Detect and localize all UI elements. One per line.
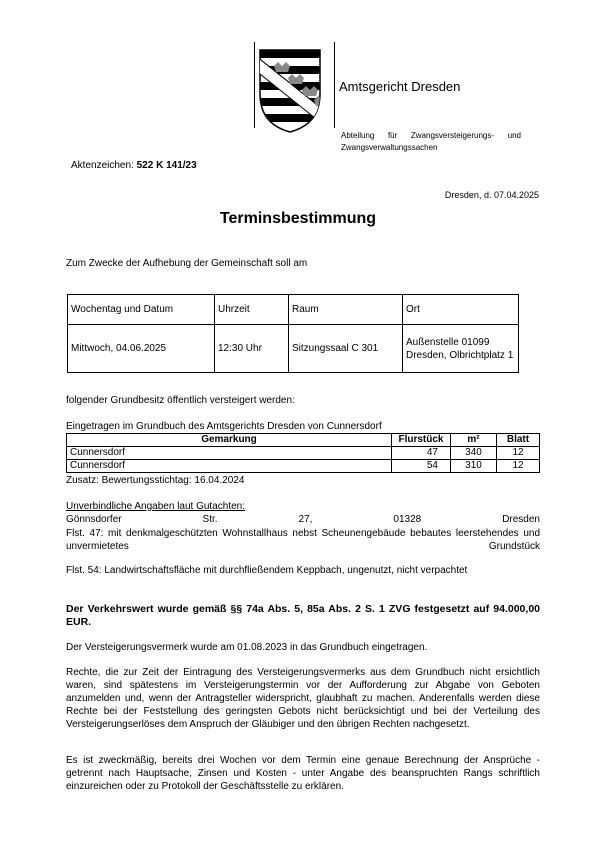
table-header-cell: m² <box>451 434 497 447</box>
parcel-table <box>66 433 540 473</box>
table-header-cell: Gemarkung <box>67 434 392 447</box>
table-header-cell: Wochentag und Datum <box>68 295 215 325</box>
table-header-cell: Raum <box>289 295 403 325</box>
appointment-table <box>67 294 519 373</box>
appraisal-heading: Unverbindliche Angaben laut Gutachten: <box>66 501 246 512</box>
coat-of-arms-logo <box>250 42 330 134</box>
table-header-row <box>67 434 540 447</box>
page-title: Terminsbestimmung <box>219 210 377 227</box>
table-cell: 310 <box>451 460 497 473</box>
table-row <box>67 460 540 473</box>
table-cell: Außenstelle 01099 Dresden, Olbrichtplatz 1 <box>403 325 519 373</box>
table-cell: 12:30 Uhr <box>215 325 289 373</box>
appraisal-flst54: Flst. 54: Landwirtschaftsfläche mit durchfließendem Keppbach, ungenutzt, nicht verpachtet <box>66 565 468 576</box>
place-date: Dresden, d. 07.04.2025 <box>444 190 539 200</box>
appraisal-address: Gönnsdorfer Str. 27, 01328 Dresden <box>66 514 540 525</box>
market-value: Der Verkehrswert wurde gemäß §§ 74a Abs. 5, 85a Abs. 2 S. 1 ZVG festgesetzt auf 94.000,00 EUR. <box>66 603 540 628</box>
table-row <box>67 447 540 460</box>
table-header-cell: Flurstück <box>392 434 451 447</box>
notice-entry: Der Versteigerungsvermerk wurde am 01.08.2023 in das Grundbuch eingetragen. <box>66 642 428 653</box>
table-header-row <box>68 295 519 325</box>
table-cell: 12 <box>497 447 540 460</box>
file-reference <box>71 160 197 171</box>
table-row <box>68 325 519 373</box>
department-text: Abteilung für Zwangsversteigerungs- und Zwangsverwaltungssachen <box>341 131 521 152</box>
auction-text: folgender Grundbesitz öffentlich versteigert werden: <box>66 395 295 406</box>
table-cell: Cunnersdorf <box>67 460 392 473</box>
table-cell: Cunnersdorf <box>67 447 392 460</box>
file-reference-value: 522 K 141/23 <box>136 160 197 171</box>
header-divider-left <box>254 42 255 128</box>
court-name: Amtsgericht Dresden <box>339 79 461 94</box>
file-reference-label: Aktenzeichen: <box>71 160 134 171</box>
table-cell: 12 <box>497 460 540 473</box>
table-cell: 54 <box>392 460 451 473</box>
rights-notice: Rechte, die zur Zeit der Eintragung des Versteigerungsvermerks aus dem Grundbuch nicht ersichtlich waren, sind spätestens im Versteigerungstermin vor der Aufforderung zur Abgabe von Geboten anzumelden und, wenn der Antragsteller widerspricht, glaubhaft zu machen. Anderenfalls werden diese Rechte bei der Feststellung des geringsten Gebots nicht berücksichtigt und bei der Verteilung des Versteigerungserlöses dem Anspruch der Gläubiger und den übrigen Rechten nachgesetzt. <box>66 667 540 730</box>
table-header-cell: Blatt <box>497 434 540 447</box>
table-cell: Sitzungssaal C 301 <box>289 325 403 373</box>
table-cell: 340 <box>451 447 497 460</box>
table-header-cell: Ort <box>403 295 519 325</box>
table-header-cell: Uhrzeit <box>215 295 289 325</box>
table-cell: 47 <box>392 447 451 460</box>
land-register-heading: Eingetragen im Grundbuch des Amtsgerichts Dresden von Cunnersdorf <box>66 421 382 432</box>
claims-notice: Es ist zweckmäßig, bereits drei Wochen vor dem Termin eine genaue Berechnung der Ansprüche - getrennt nach Hauptsache, Zinsen und Kosten - unter Angabe des beanspruchten Rangs schriftlich einzureichen oder zu Protokoll der Geschäftsstelle zu erklären. <box>66 755 540 792</box>
valuation-date: Zusatz: Bewertungsstichtag: 16.04.2024 <box>66 475 245 486</box>
table-cell: Mittwoch, 04.06.2025 <box>68 325 215 373</box>
appraisal-flst47: Flst. 47: mit denkmalgeschützten Wohnstallhaus nebst Scheunengebäude bebautes leerstehendes und unvermietetes Grundstück <box>66 528 540 552</box>
intro-text: Zum Zwecke der Aufhebung der Gemeinschaft soll am <box>66 258 308 269</box>
header-divider-right <box>334 42 335 128</box>
